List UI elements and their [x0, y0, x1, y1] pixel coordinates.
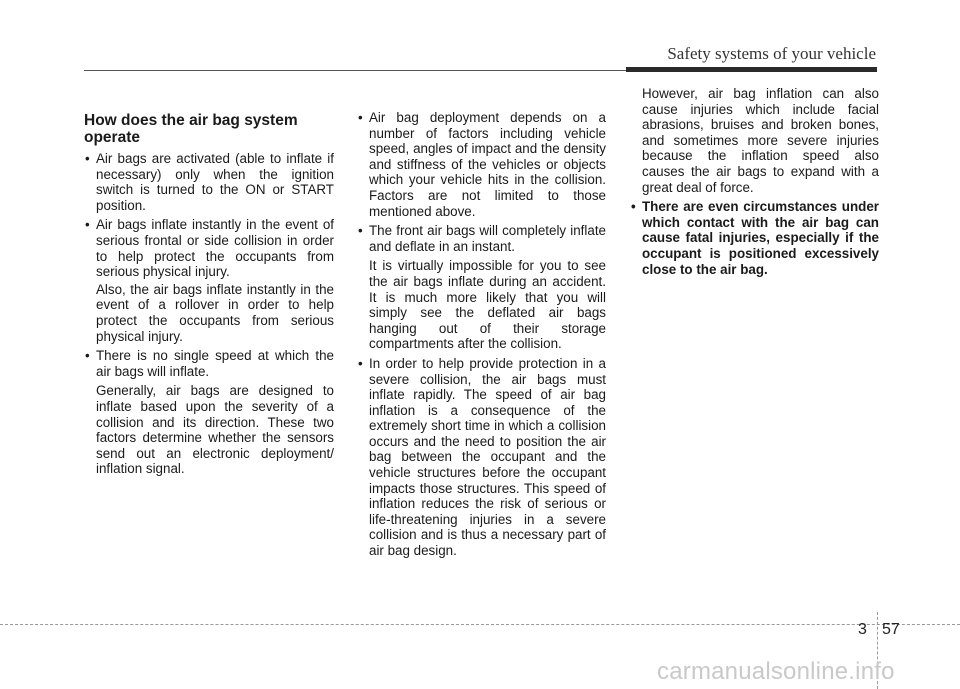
list-item-text: There is no single speed at which the air bags will inflate.	[96, 348, 334, 379]
bullet-list	[84, 348, 334, 379]
footer-rule	[0, 624, 960, 625]
bullet-icon: •	[358, 355, 363, 371]
bullet-icon: •	[85, 217, 90, 233]
chapter-number: 3	[858, 621, 867, 638]
bullet-list	[630, 199, 879, 277]
watermark: carmanualsonline.info	[657, 658, 895, 685]
section-title: Safety systems of your vehicle	[667, 44, 876, 63]
column-3	[630, 86, 879, 281]
bullet-icon: •	[85, 151, 90, 166]
list-item-text: There are even circumstances under which contact with the air bag can cause fatal injuries, especially if the occupant is positioned excessively close to the air bag.	[642, 199, 879, 277]
paragraph: Also, the air bags inflate instantly in the event of a rollover in order to help protect the occupants from serious physical injury.	[96, 281, 334, 344]
list-item-text: In order to help provide protection in a severe collision, the air bags must inflate rapidly. The speed of air bag inflation is a consequence of the extremely short time in which a collision occurs and the need to position the air bag between the occupant and the vehicle structures before the occupant impacts those structures. This speed of inflation reduces the risk of serious or life-threatening injuries in a severe collision and is thus a necessary part of air bag design.	[369, 355, 606, 559]
bullet-list	[84, 151, 334, 280]
page-number: 57	[882, 621, 900, 638]
list-item-text: The front air bags will completely inflate and deflate in an instant.	[369, 223, 606, 254]
list-item	[84, 217, 334, 279]
bullet-icon: •	[85, 348, 90, 364]
bullet-icon: •	[631, 199, 636, 215]
paragraph: It is virtually impossible for you to see the air bags inflate during an accident. It is much more likely that you will simply see the deflated air bags hanging out of their storage compartments after the collision.	[369, 258, 606, 352]
paragraph: However, air bag inflation can also cause injuries which include facial abrasions, bruises and broken bones, and sometimes more severe injuries because the inflation speed also causes the air bags to expand with a great deal of force.	[642, 86, 879, 195]
list-item-text: Air bags inflate instantly in the event of serious frontal or side collision in order to help protect the occupants from serious physical injury.	[96, 217, 334, 280]
section-heading: How does the air bag system operate	[84, 112, 298, 146]
list-item	[84, 151, 334, 213]
bullet-icon: •	[358, 110, 363, 125]
list-item	[357, 223, 606, 254]
list-item	[84, 348, 334, 379]
bullet-icon: •	[358, 223, 363, 239]
warning-list-item	[630, 199, 879, 277]
header-accent-bar	[626, 67, 877, 72]
list-item	[357, 356, 606, 559]
column-1	[84, 110, 334, 481]
list-item-text: Air bags are activated (able to inflate if necessary) only when the ignition switch is turned to the ON or START position.	[96, 151, 334, 213]
paragraph: Generally, air bags are designed to inflate based upon the severity of a collision and its direction. These two factors determine whether the sensors send out an electronic deployment/ inflation signal.	[96, 383, 334, 477]
bullet-list	[357, 356, 606, 559]
list-item	[357, 110, 606, 219]
column-2	[357, 110, 606, 563]
list-item-text: Air bag deployment depends on a number of factors including vehicle speed, angles of impact and the density and stiffness of the vehicles or objects which your vehicle hits in the collision. Factors are not limited to those mentioned above.	[369, 110, 606, 219]
bullet-list	[357, 110, 606, 254]
